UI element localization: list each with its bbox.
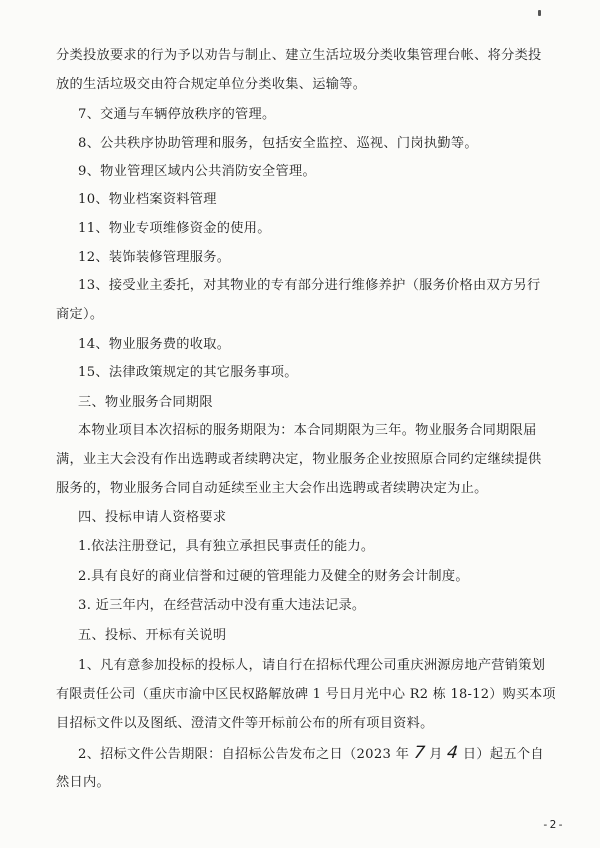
text-line: 9、物业管理区域内公共消防安全管理。 — [78, 164, 316, 179]
text-line: 满，业主大会没有作出选聘或者续聘决定，物业服务企业按照原合同约定继续提供 — [56, 452, 542, 467]
scan-speck — [538, 10, 541, 16]
handwritten-month: 7 — [412, 743, 426, 763]
text-line: 放的生活垃圾交由符合规定单位分类收集、运输等。 — [56, 77, 367, 92]
text-line: 本物业项目本次招标的服务期限为：本合同期限为三年。物业服务合同期限届 — [78, 423, 537, 438]
text-line: 10、物业档案资料管理 — [78, 192, 217, 207]
text-line: 13、接受业主委托，对其物业的专有部分进行维修养护（服务价格由双方另行 — [78, 278, 541, 293]
date-suffix: 日）起五个自 — [458, 747, 544, 762]
text-line: 然日内。 — [56, 775, 110, 790]
text-line: 2.具有良好的商业信誉和过硬的管理能力及健全的财务会计制度。 — [78, 569, 469, 584]
text-line: 15、法律政策规定的其它服务事项。 — [78, 365, 298, 380]
text-line: 目招标文件以及图纸、澄清文件等开标前公布的所有项目资料。 — [56, 716, 434, 731]
handwritten-day: 4 — [446, 743, 460, 763]
text-line: 7、交通与车辆停放秩序的管理。 — [78, 107, 276, 122]
announcement-period-line — [78, 744, 544, 764]
text-line: 分类投放要求的行为予以劝告与制止、建立生活垃圾分类收集管理台帐、将分类投 — [56, 48, 542, 63]
date-mid: 月 — [424, 747, 448, 762]
text-line: 3. 近三年内，在经营活动中没有重大违法记录。 — [78, 598, 366, 613]
section-heading: 三、物业服务合同期限 — [78, 395, 213, 410]
section-heading: 四、投标申请人资格要求 — [78, 510, 227, 525]
text-line: 14、物业服务费的收取。 — [78, 337, 231, 352]
text-line: 1、凡有意参加投标的投标人，请自行在招标代理公司重庆洲源房地产营销策划 — [78, 658, 546, 673]
text-line: 服务的，物业服务合同自动延续至业主大会作出选聘或者续聘决定为止。 — [56, 481, 488, 496]
date-prefix: 2、招标文件公告期限：自招标公告发布之日（2023 年 — [78, 747, 414, 762]
text-line: 12、装饰装修管理服务。 — [78, 250, 231, 265]
text-line: 8、公共秩序协助管理和服务，包括安全监控、巡视、门岗执勤等。 — [78, 136, 478, 151]
text-line: 11、物业专项维修资金的使用。 — [78, 221, 271, 236]
section-heading: 五、投标、开标有关说明 — [78, 628, 227, 643]
text-line: 1.依法注册登记，具有独立承担民事责任的能力。 — [78, 539, 375, 554]
text-line: 商定）。 — [56, 307, 104, 322]
page-number: -2- — [542, 818, 565, 831]
text-line: 有限责任公司（重庆市渝中区民权路解放碑 1 号日月光中心 R2 栋 18-12）购买本项 — [56, 687, 556, 702]
